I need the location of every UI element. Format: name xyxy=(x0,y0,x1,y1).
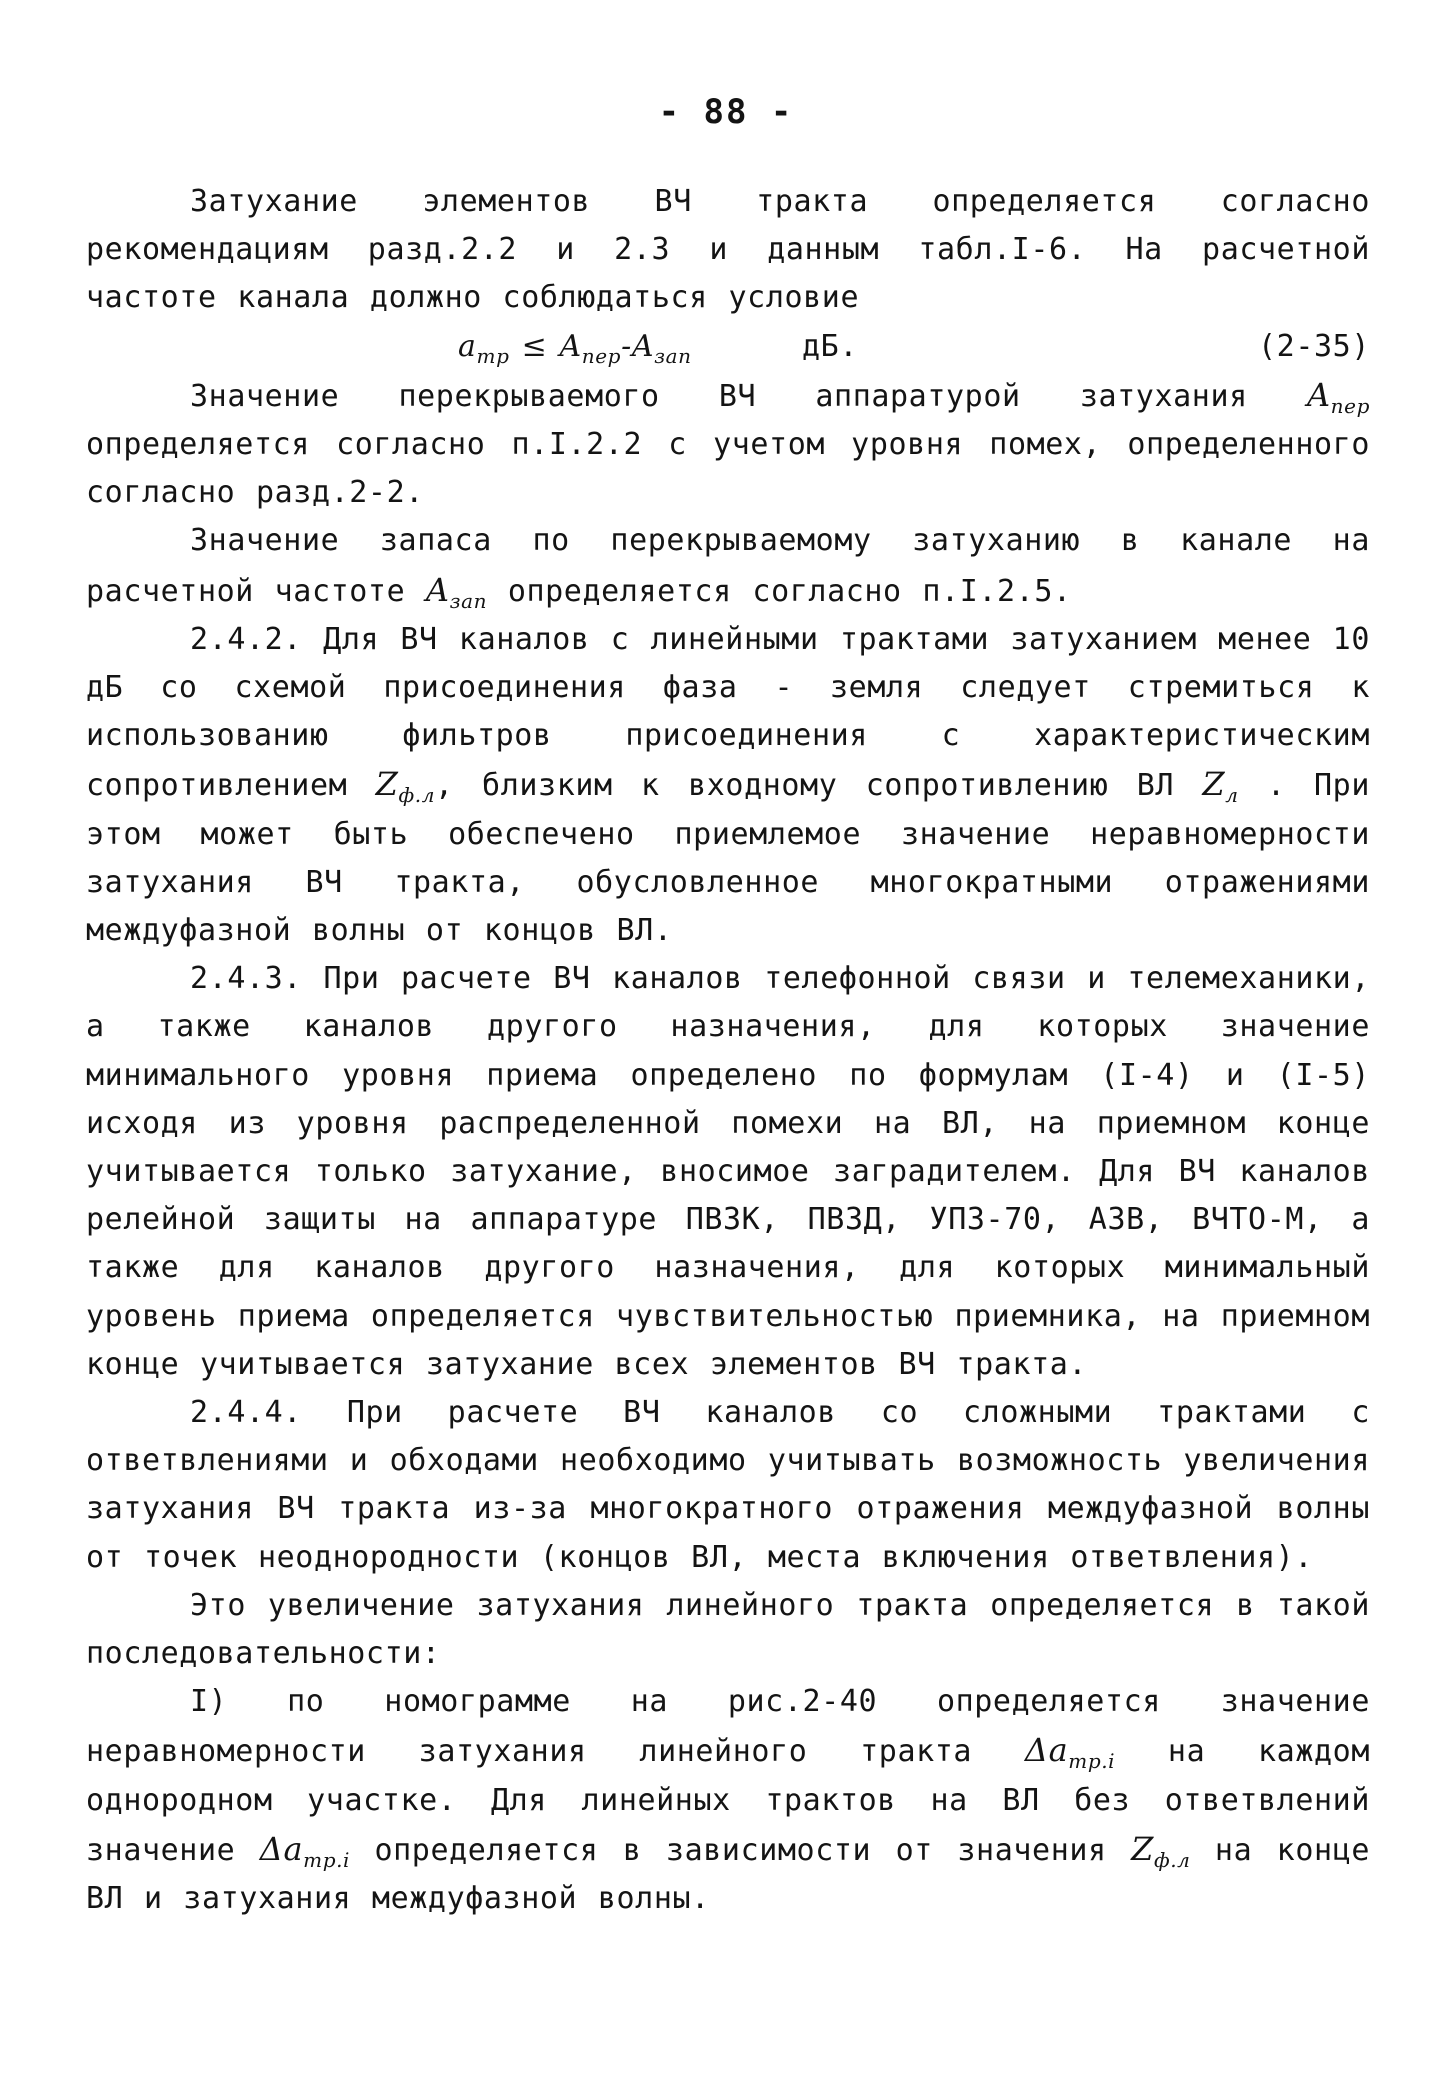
paragraph-sequence-intro: Это увеличение затухания линейного тракта определяется в такой последовательности: xyxy=(86,1587,1370,1672)
paragraph-step-1: I) по номограмме на рис.2-40 определяется значение неравномерности затухания линейного тракта $\Delta a_{тр.i}$ на каждом однородном участке. Для линейных трактов на ВЛ без ответвлений значение $\Delta a_{тр.i}$ определяется в зависимости от значения $Z_{ф.л}$ на конце ВЛ и затухания междуфазной волны. xyxy=(86,1684,1370,1917)
paragraph-attenuation-intro: Затухание элементов ВЧ тракта определяется согласно рекомендациям разд.2.2 и 2.3 и данным табл.I-6. На расчетной частоте канала должно соблюдаться условие xyxy=(86,184,1370,316)
paragraph-2-4-4: 2.4.4. При расчете ВЧ каналов со сложными трактами с ответвлениями и обходами необходимо учитывать возможность увеличения затухания ВЧ тракта из-за многократного отражения междуфазной волны от точек неоднородности (концов ВЛ, места включения ответвления). xyxy=(86,1395,1370,1575)
formula-2-35 xyxy=(86,323,1370,371)
body-text xyxy=(86,178,1370,1923)
paragraph-2-4-3: 2.4.3. При расчете ВЧ каналов телефонной связи и телемеханики, а также каналов другого назначения, для которых значение минимального уровня приема определено по формулам (I-4) и (I-5) исходя из уровня распределенной помехи на ВЛ, на приемном конце учитывается только затухание, вносимое заградителем. Для ВЧ каналов релейной защиты на аппаратуре ПВЗК, ПВЗД, УПЗ-70, АЗВ, ВЧТО-М, а также для каналов другого назначения, для которых минимальный уровень приема определяется чувствительностью приемника, на приемном конце учитывается затухание всех элементов ВЧ тракта. xyxy=(86,961,1370,1382)
formula-unit: дБ. xyxy=(802,328,858,364)
paragraph-margin: Значение запаса по перекрываемому затуханию в канале на расчетной частоте $A_{зап}$ определяется согласно п.I.2.5. xyxy=(86,523,1370,613)
formula-expression: $a_{тр} \le A_{пер}-A_{зап}$ xyxy=(458,328,692,368)
paragraph-2-4-2: 2.4.2. Для ВЧ каналов с линейными трактами затуханием менее 10 дБ со схемой присоединения фаза - земля следует стремиться к использованию фильтров присоединения с характеристическим сопротивлением $Z_{ф.л}$, близким к входному сопротивлению ВЛ $Z_л$ . При этом может быть обеспечено приемлемое значение неравномерности затухания ВЧ тракта, обусловленное многократными отражениями междуфазной волны от концов ВЛ. xyxy=(86,621,1370,949)
paragraph-overlap-attenuation: Значение перекрываемого ВЧ аппаратурой затухания $A_{пер}$ определяется согласно п.I.2.2 с учетом уровня помех, определенного согласно разд.2-2. xyxy=(86,375,1370,511)
formula-number: (2-35) xyxy=(1258,328,1370,364)
page-number: - 88 - xyxy=(658,92,794,132)
